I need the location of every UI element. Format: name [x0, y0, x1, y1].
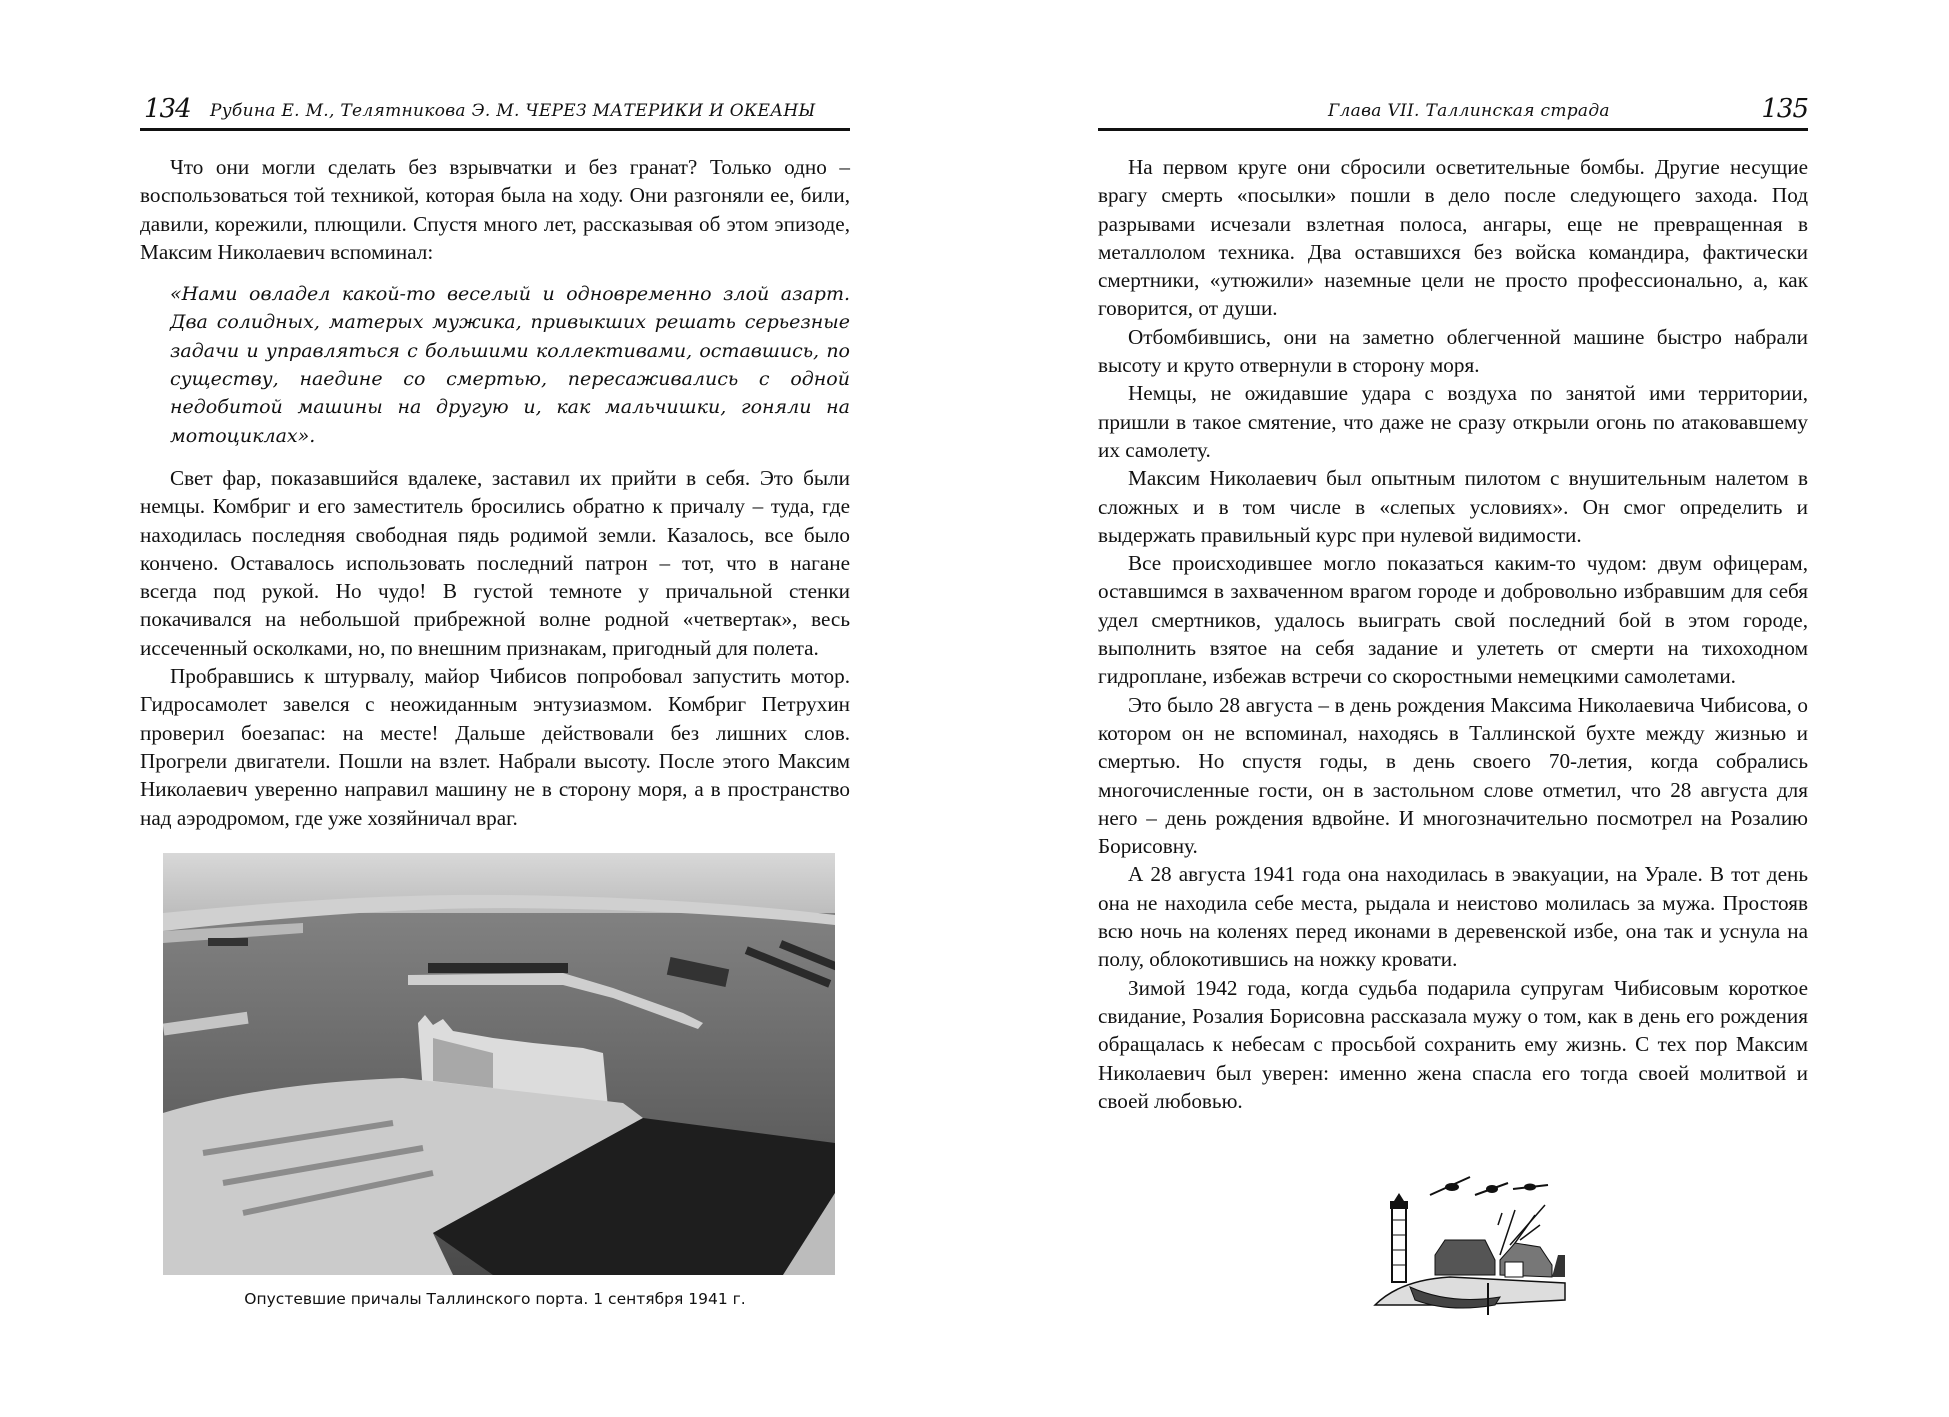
- paragraph: Отбомбившись, они на заметно облегченной машине быстро набрали высоту и круто отвернули в сторону моря.: [1098, 324, 1808, 378]
- paragraph: Немцы, не ожидавшие удара с воздуха по занятой ими территории, пришли в такое смятение, что даже не сразу открыли огонь по атаковавшему их самолету.: [1098, 381, 1808, 462]
- page-number: 134: [144, 94, 191, 124]
- lighthouse-planes-illustration-icon: [1370, 1165, 1570, 1315]
- paragraph: На первом круге они сбросили осветительные бомбы. Другие несущие врагу смерть «посылки» пошли в дело после следующего захода. Под разрывами исчезали взлетная полоса, ангары, еще не превращенная в металлолом техника. Два оставшихся без войска командира, фактически смертники, «утюжили» наземные цели не просто профессионально, а, как говорится, от души.: [1098, 155, 1808, 321]
- paragraph: А 28 августа 1941 года она находилась в эвакуации, на Урале. В тот день она не находила себе места, рыдала и неистово молилась за мужа. Простояв всю ночь на коленях перед иконами в деревенской избе, она так и уснула на полу, облокотившись на ножку кровати.: [1098, 862, 1808, 972]
- running-head-title: Глава VII. Таллинская страда: [1328, 101, 1610, 121]
- paragraph: Максим Николаевич был опытным пилотом с внушительным налетом в сложных и в том числе в «слепых условиях». Он смог определить и выдержать правильный курс при нулевой видимости.: [1098, 466, 1808, 547]
- photo-caption: Опустевшие причалы Таллинского порта. 1 сентября 1941 г.: [244, 1290, 746, 1308]
- paragraph: Все происходившее могло показаться каким-то чудом: двум офицерам, оставшимся в захваченном врагом городе и добровольно избравшим для себя удел смертников, удалось выиграть свой последний бой в этом городе, выполнить взятое на себя задание и улететь от смерти на тихоходном гидроплане, избежав встречи со скоростными немецкими самолетами.: [1098, 551, 1808, 689]
- running-header-left: [140, 96, 850, 131]
- decorative-vignette: [1370, 1165, 1570, 1315]
- running-head-title: Рубина Е. М., Телятникова Э. М. ЧЕРЕЗ МАТЕРИКИ И ОКЕАНЫ: [210, 101, 816, 121]
- paragraph: Свет фар, показавшийся вдалеке, заставил их прийти в себя. Это были немцы. Комбриг и его заместитель бросились обратно к причалу – туда, где находилась последняя свободная пядь родимой земли. Казалось, все было кончено. Оставалось использовать последний патрон – тот, что в нагане всегда под рукой. Но чудо! В густой темноте у причальной стенки покачивался на небольшой прибрежной волне родной «четвертак», весь иссеченный осколками, но, по внешним признакам, пригодный для полета.: [140, 465, 850, 660]
- paragraph: Зимой 1942 года, когда судьба подарила супругам Чибисовым короткое свидание, Розалия Борисовна рассказала мужу о том, как в день его рождения обращалась к небесам с просьбой сохранить ему жизнь. С тех пор Максим Николаевич был уверен: именно жена спасла его тогда своей молитвой и своей любовью.: [1098, 975, 1808, 1113]
- body-text-right: [1098, 153, 1808, 1115]
- paragraph: Что они могли сделать без взрывчатки и без гранат? Только одно – воспользоваться той техникой, которая была на ходу. Они разгоняли ее, били, давили, корежили, плющили. Спустя много лет, рассказывая об этом эпизоде, Максим Николаевич вспоминал:: [140, 155, 850, 264]
- paragraph: Это было 28 августа – в день рождения Максима Николаевича Чибисова, о котором он не вспоминал, находясь в Таллинской бухте между жизнью и смертью. Но спустя годы, в день своего 70-летия, когда собрались многочисленные гости, он в застольном слове отметил, что 28 августа для него – день рождения вдвойне. И многозначительно посмотрел на Розалию Борисовну.: [1098, 692, 1808, 859]
- harbor-photo: [163, 853, 835, 1275]
- block-quote: «Нами овладел какой-то веселый и одновременно злой азарт. Два солидных, матерых мужика, привыкших решать серьезные задачи и управляться с большими коллективами, оставшись, по существу, наедине со смертью, пересаживались с одной недобитой машины на другую и, как мальчишки, гоняли на мотоциклах».: [170, 283, 850, 447]
- aerial-port-photo-icon: [163, 853, 835, 1275]
- body-text-left: [140, 153, 850, 832]
- right-page: [975, 0, 1949, 1417]
- running-header-right: [1098, 96, 1808, 131]
- paragraph: Пробравшись к штурвалу, майор Чибисов попробовал запустить мотор. Гидросамолет завелся с неожиданным энтузиазмом. Комбриг Петрухин проверил боезапас: на месте! Дальше действовали без лишних слов. Прогрели двигатели. Пошли на взлет. Набрали высоту. После этого Максим Николаевич уверенно направил машину не в сторону моря, а в пространство над аэродромом, где уже хозяйничал враг.: [140, 664, 850, 830]
- page-number: 135: [1761, 94, 1808, 124]
